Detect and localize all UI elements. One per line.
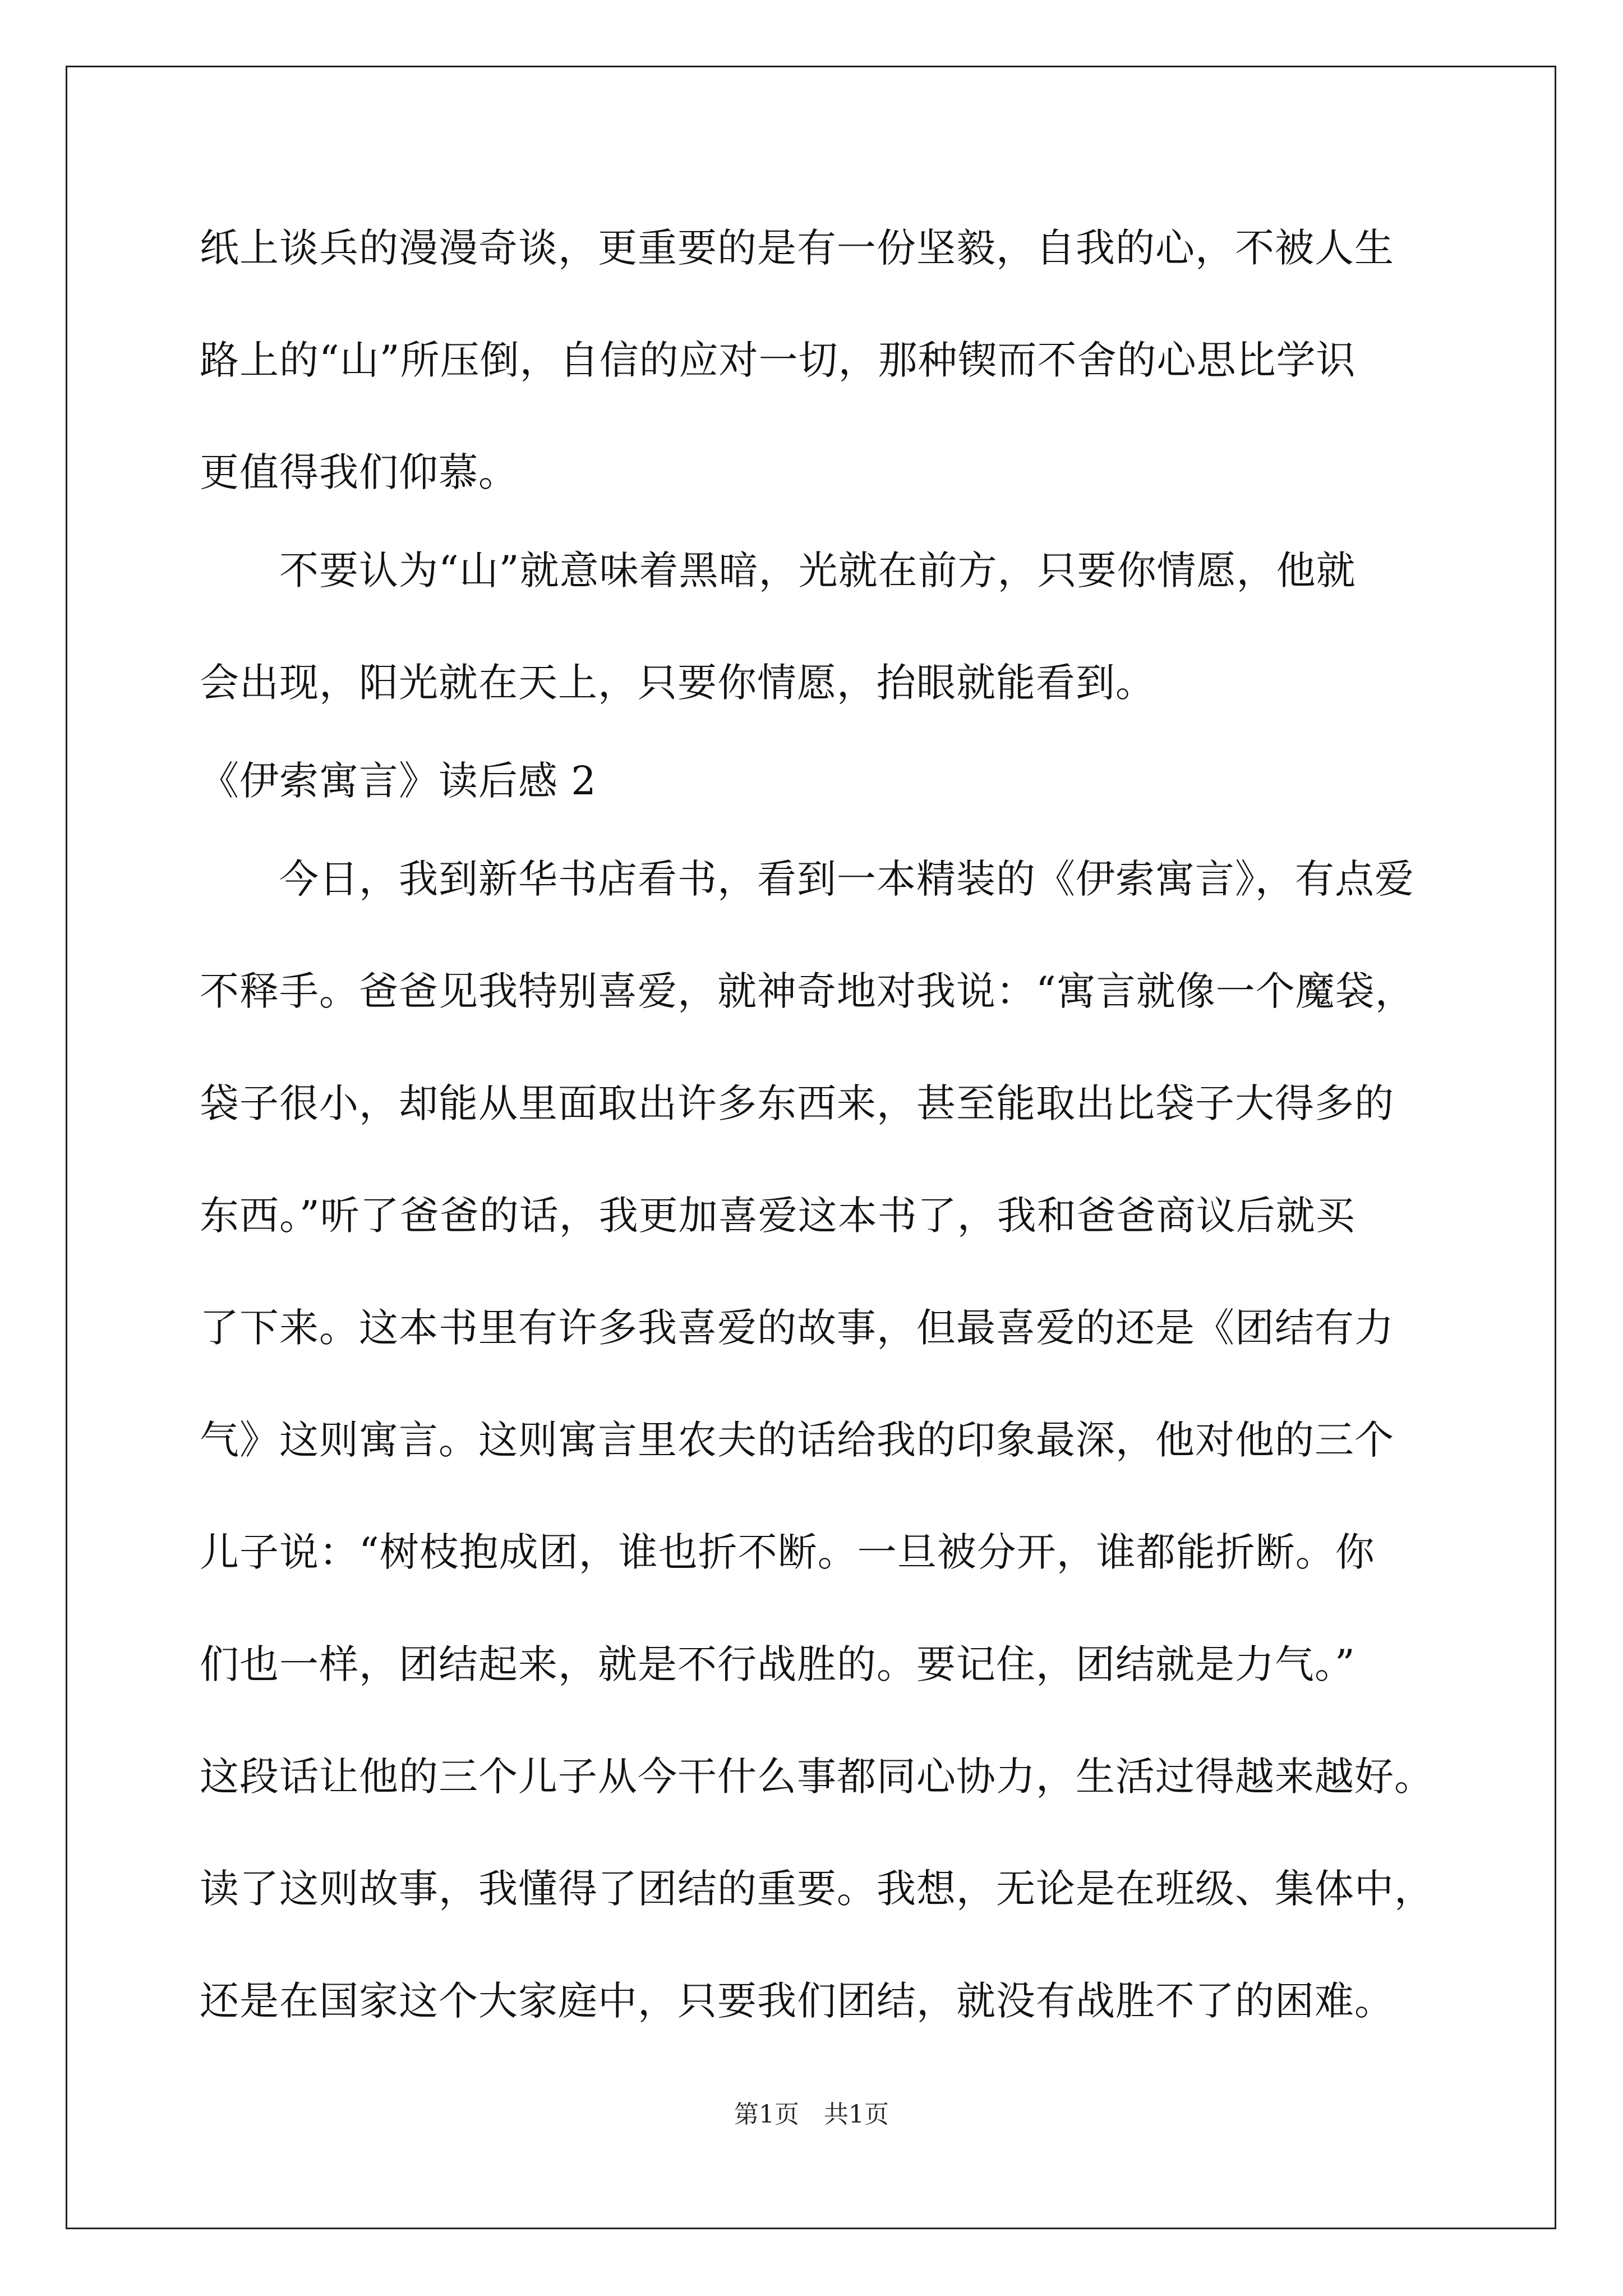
body-line-7: 今日，我到新华书店看书，看到一本精装的《伊索寓言》，有点爱 (200, 856, 1414, 902)
body-line-16: 读了这则故事，我懂得了团结的重要。我想，无论是在班级、集体中， (200, 1866, 1434, 1912)
body-line-17: 还是在国家这个大家庭中，只要我们团结，就没有战胜不了的困难。 (200, 1978, 1394, 2024)
body-line-15: 这段话让他的三个儿子从今干什么事都同心协力，生活过得越来越好。 (200, 1754, 1434, 1800)
body-line-3: 更值得我们仰慕。 (200, 449, 518, 495)
body-line-14: 们也一样，团结起来，就是不行战胜的。要记住，团结就是力气。” (200, 1641, 1355, 1687)
body-line-9: 袋子很小，却能从里面取出许多东西来，甚至能取出比袋子大得多的 (200, 1080, 1394, 1126)
body-line-10: 东西。”听了爸爸的话，我更加喜爱这本书了，我和爸爸商议后就买 (200, 1193, 1355, 1239)
body-line-11: 了下来。这本书里有许多我喜爱的故事，但最喜爱的还是《团结有力 (200, 1305, 1394, 1351)
body-line-1: 纸上谈兵的漫漫奇谈，更重要的是有一份坚毅，自我的心，不被人生 (200, 225, 1394, 271)
body-line-8: 不释手。爸爸见我特别喜爱，就神奇地对我说：“寓言就像一个魔袋， (200, 968, 1415, 1014)
body-line-13: 儿子说：“树枝抱成团，谁也折不断。一旦被分开，谁都能折断。你 (200, 1529, 1375, 1575)
body-line-2: 路上的“山”所压倒，自信的应对一切，那种锲而不舍的心思比学识 (200, 337, 1356, 383)
body-line-5: 会出现，阳光就在天上，只要你情愿，抬眼就能看到。 (200, 660, 1155, 706)
page-footer: 第1页 共1页 (734, 2100, 889, 2129)
section-heading: 《伊索寓言》读后感 2 (200, 758, 597, 804)
body-line-12: 气》这则寓言。这则寓言里农夫的话给我的印象最深，他对他的三个 (200, 1417, 1394, 1463)
body-line-4: 不要认为“山”就意味着黑暗，光就在前方，只要你情愿，他就 (200, 547, 1356, 593)
